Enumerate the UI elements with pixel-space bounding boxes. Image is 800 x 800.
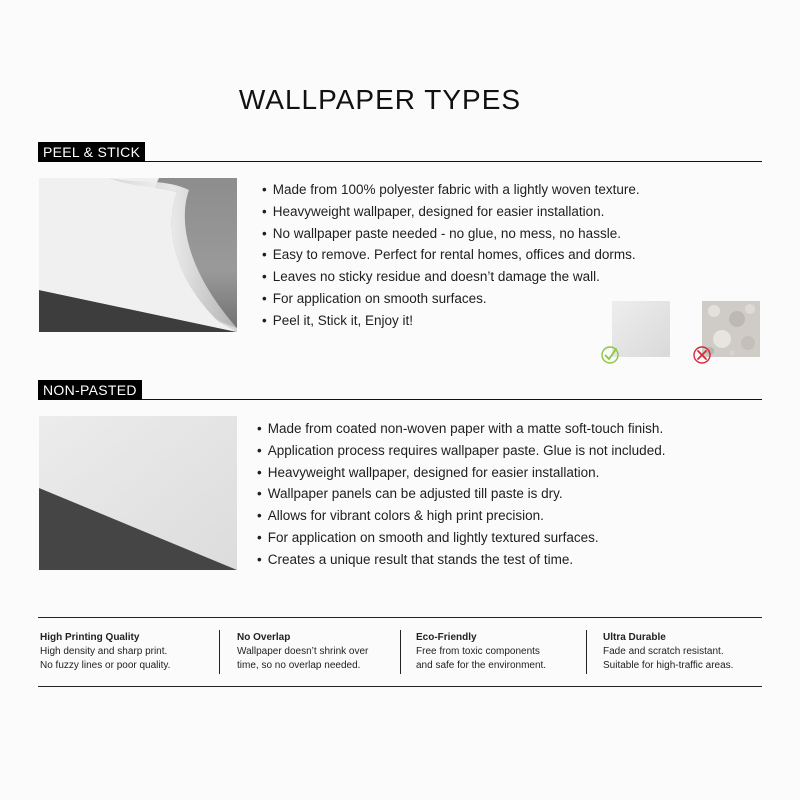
section-tag: NON-PASTED [38,380,142,400]
feature-divider [586,630,587,674]
feature-ultra-durable [603,631,733,673]
feature-strip-top-rule [38,617,762,618]
feature-description: No fuzzy lines or poor quality. [40,660,171,671]
list-item: • Made from 100% polyester fabric with a lightly woven texture. [262,179,640,201]
list-item: • Heavyweight wallpaper, designed for easier installation. [262,201,640,223]
list-item: • For application on smooth and lightly textured surfaces. [257,527,665,549]
feature-title: Ultra Durable [603,632,666,643]
feature-title: No Overlap [237,632,291,643]
feature-description: Suitable for high-traffic areas. [603,660,734,671]
peel-stick-feature-list [262,179,640,332]
list-item: • Allows for vibrant colors & high print precision. [257,505,665,527]
list-item: • Easy to remove. Perfect for rental homes, offices and dorms. [262,244,640,266]
list-item: • Application process requires wallpaper paste. Glue is not included. [257,440,665,462]
feature-no-overlap [237,631,368,673]
list-item: • Heavyweight wallpaper, designed for easier installation. [257,462,665,484]
non-pasted-feature-list [257,418,665,571]
page-title: WALLPAPER TYPES [238,84,522,115]
non-pasted-product-photo [39,416,237,570]
cross-icon [693,346,711,364]
feature-high-printing-quality [40,631,170,673]
feature-divider [219,630,220,674]
list-item: • Made from coated non-woven paper with a matte soft-touch finish. [257,418,665,440]
feature-title: High Printing Quality [40,632,140,643]
feature-description: time, so no overlap needed. [237,660,361,671]
list-item: • Peel it, Stick it, Enjoy it! [262,310,640,332]
feature-description: Free from toxic components [416,646,540,657]
feature-description: Wallpaper doesn’t shrink over [237,646,369,657]
list-item: • No wallpaper paste needed - no glue, no mess, no hassle. [262,223,640,245]
section-tag: PEEL & STICK [38,142,145,162]
feature-description: Fade and scratch resistant. [603,646,724,657]
feature-divider [400,630,401,674]
feature-description: and safe for the environment. [416,660,547,671]
section-divider [38,161,762,162]
section-header-peel-stick [38,142,762,162]
list-item: • Wallpaper panels can be adjusted till paste is dry. [257,483,665,505]
feature-strip-bottom-rule [38,686,762,687]
list-item: • For application on smooth surfaces. [262,288,640,310]
feature-title: Eco-Friendly [416,632,477,643]
feature-eco-friendly [416,631,546,673]
check-icon [601,346,619,364]
section-divider [38,399,762,400]
section-header-non-pasted [38,380,762,400]
smooth-surface-swatch [612,301,670,357]
list-item: • Creates a unique result that stands the test of time. [257,549,665,571]
list-item: • Leaves no sticky residue and doesn’t damage the wall. [262,266,640,288]
peel-stick-product-photo [39,178,237,332]
feature-description: High density and sharp print. [40,646,168,657]
